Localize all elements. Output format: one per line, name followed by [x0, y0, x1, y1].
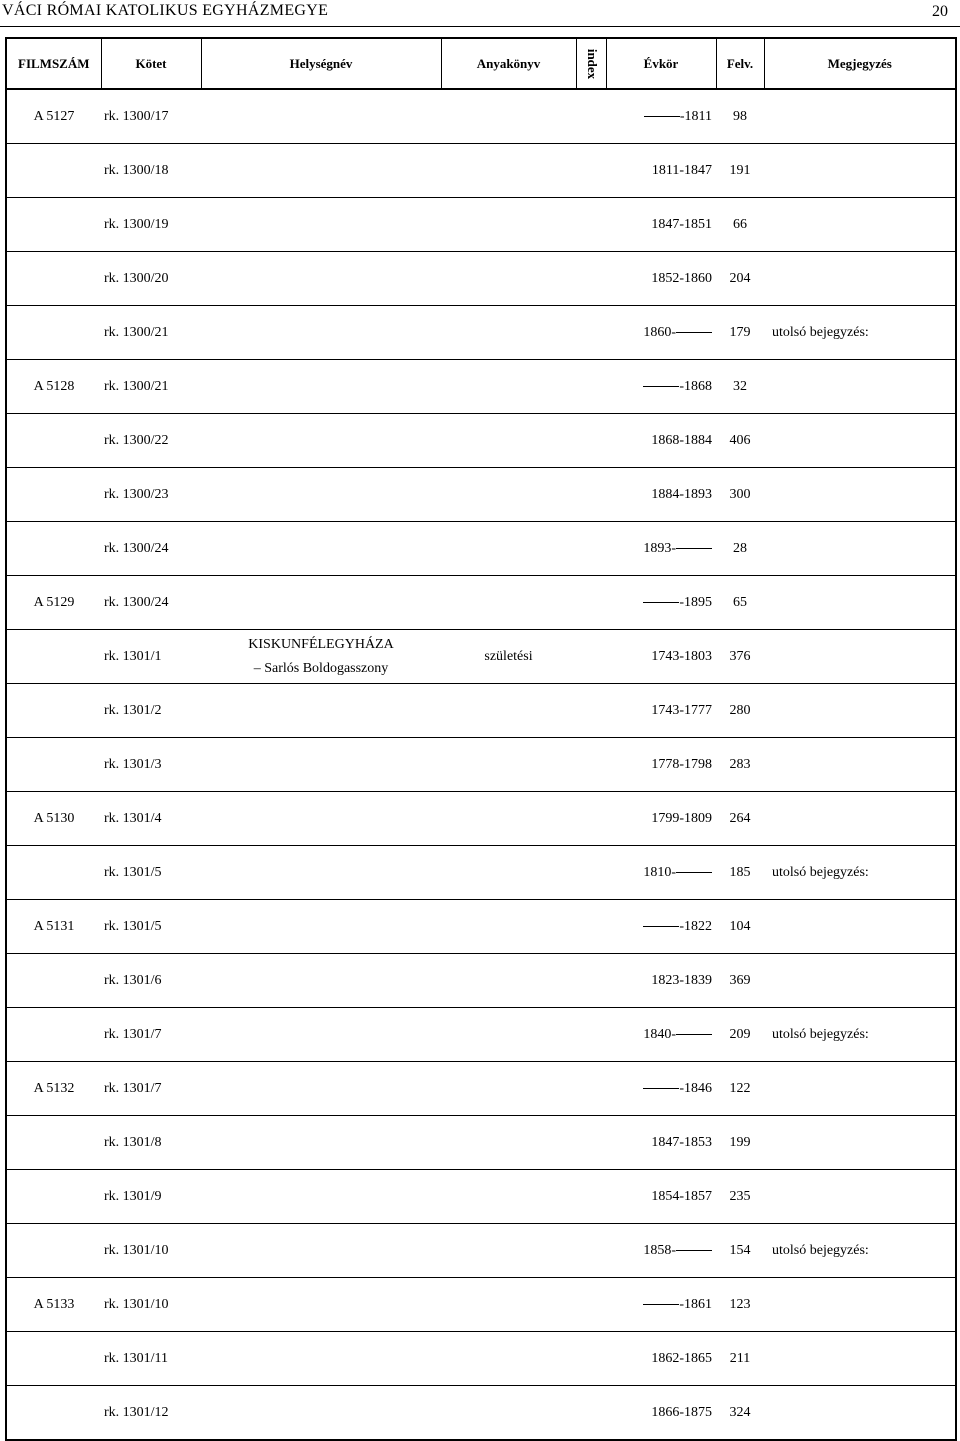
volume: rk. 1301/4: [104, 810, 162, 826]
table-row: [6, 1278, 956, 1332]
table-row: [6, 306, 956, 360]
year-range: [606, 630, 716, 684]
remark: [764, 1116, 956, 1170]
table-row: [6, 1224, 956, 1278]
table-row: [6, 684, 956, 738]
frame-count: 204: [729, 270, 751, 286]
year-start: 1868-1884: [651, 432, 712, 448]
year-range: [606, 1224, 716, 1278]
place-name-empty: [201, 1332, 441, 1386]
remark: [764, 954, 956, 1008]
frame-count: 28: [733, 540, 747, 556]
year-range: [606, 792, 716, 846]
place-name-line2: – Sarlós Boldogasszony: [253, 660, 389, 676]
volume: rk. 1301/7: [104, 1026, 162, 1042]
register-type-empty: [441, 198, 576, 252]
volume: rk. 1301/8: [104, 1134, 162, 1150]
index-cell: [576, 1332, 606, 1386]
film-number: [6, 306, 101, 360]
volume: rk. 1301/3: [104, 756, 162, 772]
year-start: 1862-1865: [651, 1350, 712, 1366]
volume: rk. 1300/24: [104, 540, 169, 556]
col-index: [576, 38, 606, 89]
frame-count: 65: [733, 594, 747, 610]
register-type-empty: [441, 954, 576, 1008]
frame-count: 32: [733, 378, 747, 394]
volume: rk. 1301/6: [104, 972, 162, 988]
film-number: [6, 468, 101, 522]
place-name-empty: [201, 1008, 441, 1062]
film-number: [6, 1170, 101, 1224]
remark: [764, 144, 956, 198]
remark: [764, 1170, 956, 1224]
index-cell: [576, 360, 606, 414]
table-row: [6, 1332, 956, 1386]
year-start: 1847-1853: [651, 1134, 712, 1150]
frame-count: 66: [733, 216, 747, 232]
index-cell: [576, 954, 606, 1008]
frame-count: 179: [729, 324, 751, 340]
film-number: [6, 414, 101, 468]
place-name-empty: [201, 360, 441, 414]
index-cell: [576, 738, 606, 792]
place-name-empty: [201, 306, 441, 360]
register-type-empty: [441, 89, 576, 144]
film-number: [6, 1224, 101, 1278]
place-name-empty: [201, 252, 441, 306]
index-cell: [576, 1224, 606, 1278]
place-name-empty: [201, 900, 441, 954]
volume: rk. 1301/10: [104, 1242, 169, 1258]
frame-count: 280: [729, 702, 751, 718]
remark: [764, 576, 956, 630]
year-start: 1799-1809: [651, 810, 712, 826]
film-number: A 5130: [33, 810, 75, 826]
frame-count: 154: [729, 1242, 751, 1258]
frame-count: 300: [729, 486, 751, 502]
table-row: [6, 198, 956, 252]
year-range: [606, 1332, 716, 1386]
blank-line: [643, 385, 679, 387]
volume: rk. 1301/5: [104, 918, 162, 934]
year-end: -1811: [679, 108, 712, 124]
year-start: 1810-: [643, 864, 676, 880]
frame-count: 376: [729, 648, 751, 664]
register-type-empty: [441, 1170, 576, 1224]
year-range: [606, 846, 716, 900]
year-range: [606, 252, 716, 306]
volume: rk. 1301/11: [104, 1350, 169, 1366]
remark: [764, 792, 956, 846]
year-range: [606, 414, 716, 468]
year-range: [606, 198, 716, 252]
year-range: [606, 738, 716, 792]
frame-count: 211: [729, 1350, 751, 1366]
col-evkor: Évkör: [606, 38, 716, 89]
year-start: 1743-1803: [651, 648, 712, 664]
register-type-empty: [441, 360, 576, 414]
film-number: [6, 738, 101, 792]
index-cell: [576, 900, 606, 954]
table-row: [6, 360, 956, 414]
index-cell: [576, 1386, 606, 1441]
header-row: [6, 38, 956, 89]
table-row: [6, 1170, 956, 1224]
remark: [764, 360, 956, 414]
volume: rk. 1301/9: [104, 1188, 162, 1204]
film-number: [6, 252, 101, 306]
blank-line: [676, 547, 712, 549]
register-body: [6, 89, 956, 1440]
year-start: 1778-1798: [651, 756, 712, 772]
register-type-empty: [441, 1008, 576, 1062]
remark: utolsó bejegyzés:: [772, 1242, 869, 1258]
remark: [764, 738, 956, 792]
frame-count: 185: [729, 864, 751, 880]
film-number: [6, 630, 101, 684]
film-number: A 5128: [33, 378, 75, 394]
register-type-empty: [441, 900, 576, 954]
table-row: [6, 846, 956, 900]
year-range: [606, 954, 716, 1008]
index-cell: [576, 846, 606, 900]
film-number: [6, 846, 101, 900]
register-type-empty: [441, 1116, 576, 1170]
remark: [764, 1386, 956, 1441]
year-end: -1846: [679, 1080, 712, 1096]
film-number: A 5129: [33, 594, 75, 610]
blank-line: [644, 115, 680, 117]
col-index-label: index: [584, 48, 600, 79]
table-row: [6, 576, 956, 630]
volume: rk. 1300/22: [104, 432, 169, 448]
frame-count: 209: [729, 1026, 751, 1042]
index-cell: [576, 414, 606, 468]
header-rule: [0, 26, 960, 27]
place-name-empty: [201, 1224, 441, 1278]
remark: utolsó bejegyzés:: [772, 324, 869, 340]
place-name-empty: [201, 1386, 441, 1441]
col-megjegyzes: Megjegyzés: [764, 38, 956, 89]
place-name-empty: [201, 684, 441, 738]
place-name-empty: [201, 89, 441, 144]
index-cell: [576, 1062, 606, 1116]
volume: rk. 1301/12: [104, 1404, 169, 1420]
remark: [764, 684, 956, 738]
blank-line: [676, 1249, 712, 1251]
film-number: [6, 198, 101, 252]
remark: [764, 89, 956, 144]
place-name-empty: [201, 1278, 441, 1332]
year-end: -1895: [679, 594, 712, 610]
remark: utolsó bejegyzés:: [772, 1026, 869, 1042]
frame-count: 122: [729, 1080, 751, 1096]
col-helysegnev: Helységnév: [201, 38, 441, 89]
year-end: -1861: [679, 1296, 712, 1312]
frame-count: 406: [729, 432, 751, 448]
register-type-empty: [441, 1062, 576, 1116]
film-number: [6, 684, 101, 738]
frame-count: 104: [729, 918, 751, 934]
blank-line: [643, 1087, 679, 1089]
register-type-empty: [441, 1332, 576, 1386]
year-end: -1822: [679, 918, 712, 934]
year-start: 1811-1847: [651, 162, 712, 178]
film-number: A 5127: [33, 108, 75, 124]
year-range: [606, 468, 716, 522]
year-range: [606, 1386, 716, 1441]
place-name-empty: [201, 198, 441, 252]
index-cell: [576, 144, 606, 198]
index-cell: [576, 1116, 606, 1170]
film-number: [6, 954, 101, 1008]
year-start: 1847-1851: [651, 216, 712, 232]
table-row: [6, 630, 956, 684]
index-cell: [576, 468, 606, 522]
register-type-empty: [441, 414, 576, 468]
blank-line: [676, 871, 712, 873]
index-cell: [576, 792, 606, 846]
film-number: A 5133: [33, 1296, 75, 1312]
frame-count: 191: [729, 162, 751, 178]
film-number: A 5132: [33, 1080, 75, 1096]
place-name-empty: [201, 1116, 441, 1170]
volume: rk. 1300/24: [104, 594, 169, 610]
year-range: [606, 684, 716, 738]
register-type-empty: [441, 306, 576, 360]
film-number: [6, 1008, 101, 1062]
frame-count: 98: [733, 108, 747, 124]
year-start: 1884-1893: [651, 486, 712, 502]
year-end: -1868: [679, 378, 712, 394]
year-start: 1866-1875: [651, 1404, 712, 1420]
volume: rk. 1300/23: [104, 486, 169, 502]
blank-line: [676, 331, 712, 333]
place-name-empty: [201, 846, 441, 900]
year-range: [606, 576, 716, 630]
page-header: [0, 0, 960, 30]
register-type-empty: [441, 144, 576, 198]
col-felv: Felv.: [716, 38, 764, 89]
table-row: [6, 1062, 956, 1116]
volume: rk. 1301/1: [104, 648, 162, 664]
remark: [764, 1062, 956, 1116]
film-number: [6, 1116, 101, 1170]
place-name-empty: [201, 1170, 441, 1224]
col-filmszam: FILMSZÁM: [6, 38, 101, 89]
register-type-empty: [441, 522, 576, 576]
index-cell: [576, 1008, 606, 1062]
year-range: [606, 1170, 716, 1224]
register-type-empty: [441, 684, 576, 738]
year-start: 1823-1839: [651, 972, 712, 988]
blank-line: [643, 1303, 679, 1305]
table-row: [6, 522, 956, 576]
register-type-empty: [441, 738, 576, 792]
table-row: [6, 1386, 956, 1441]
index-cell: [576, 522, 606, 576]
blank-line: [643, 925, 679, 927]
volume: rk. 1301/7: [104, 1080, 162, 1096]
register-type-empty: [441, 1224, 576, 1278]
index-cell: [576, 630, 606, 684]
place-name-empty: [201, 792, 441, 846]
register-type-empty: [441, 576, 576, 630]
volume: rk. 1300/19: [104, 216, 169, 232]
remark: [764, 900, 956, 954]
remark: [764, 198, 956, 252]
year-range: [606, 1062, 716, 1116]
register-table: [5, 37, 957, 1441]
film-number: [6, 1332, 101, 1386]
index-cell: [576, 89, 606, 144]
col-anyakonyv: Anyakönyv: [441, 38, 576, 89]
blank-line: [676, 1033, 712, 1035]
frame-count: 264: [729, 810, 751, 826]
place-name: [201, 630, 441, 684]
table-row: [6, 900, 956, 954]
remark: [764, 1278, 956, 1332]
year-range: [606, 1008, 716, 1062]
place-name-empty: [201, 576, 441, 630]
remark: [764, 414, 956, 468]
place-name-line1: KISKUNFÉLEGYHÁZA: [248, 636, 394, 652]
place-name-empty: [201, 1062, 441, 1116]
index-cell: [576, 198, 606, 252]
year-range: [606, 1278, 716, 1332]
film-number: [6, 522, 101, 576]
frame-count: 369: [729, 972, 751, 988]
page-number: 20: [932, 3, 948, 20]
table-row: [6, 89, 956, 144]
register-type-empty: [441, 1278, 576, 1332]
frame-count: 123: [729, 1296, 751, 1312]
place-name-empty: [201, 414, 441, 468]
table-row: [6, 252, 956, 306]
year-start: 1854-1857: [651, 1188, 712, 1204]
volume: rk. 1300/17: [104, 108, 169, 124]
register-type-empty: [441, 252, 576, 306]
frame-count: 283: [729, 756, 751, 772]
diocese-title: VÁCI RÓMAI KATOLIKUS EGYHÁZMEGYE: [2, 2, 329, 19]
remark: [764, 468, 956, 522]
frame-count: 324: [729, 1404, 751, 1420]
col-kotet: Kötet: [101, 38, 201, 89]
index-cell: [576, 576, 606, 630]
year-start: 1840-: [643, 1026, 676, 1042]
register-type-empty: [441, 792, 576, 846]
table-row: [6, 1116, 956, 1170]
place-name-empty: [201, 522, 441, 576]
film-number: [6, 144, 101, 198]
year-range: [606, 144, 716, 198]
register-type: születési: [484, 648, 533, 664]
volume: rk. 1300/20: [104, 270, 169, 286]
place-name-empty: [201, 144, 441, 198]
blank-line: [643, 601, 679, 603]
year-range: [606, 900, 716, 954]
table-row: [6, 414, 956, 468]
volume: rk. 1301/2: [104, 702, 162, 718]
volume: rk. 1300/21: [104, 378, 169, 394]
film-number: A 5131: [33, 918, 75, 934]
year-start: 1893-: [643, 540, 676, 556]
index-cell: [576, 306, 606, 360]
frame-count: 235: [729, 1188, 751, 1204]
table-row: [6, 738, 956, 792]
register-type-empty: [441, 846, 576, 900]
year-start: 1860-: [643, 324, 676, 340]
place-name-empty: [201, 954, 441, 1008]
frame-count: 199: [729, 1134, 751, 1150]
year-start: 1743-1777: [651, 702, 712, 718]
remark: [764, 252, 956, 306]
place-name-empty: [201, 738, 441, 792]
table-row: [6, 468, 956, 522]
year-range: [606, 360, 716, 414]
index-cell: [576, 1278, 606, 1332]
volume: rk. 1301/5: [104, 864, 162, 880]
volume: rk. 1301/10: [104, 1296, 169, 1312]
register-type-empty: [441, 468, 576, 522]
year-start: 1852-1860: [651, 270, 712, 286]
table-row: [6, 954, 956, 1008]
table-row: [6, 1008, 956, 1062]
remark: [764, 522, 956, 576]
year-range: [606, 89, 716, 144]
table-row: [6, 792, 956, 846]
index-cell: [576, 252, 606, 306]
remark: [764, 630, 956, 684]
year-range: [606, 522, 716, 576]
remark: utolsó bejegyzés:: [772, 864, 869, 880]
table-row: [6, 144, 956, 198]
place-name-empty: [201, 468, 441, 522]
year-start: 1858-: [643, 1242, 676, 1258]
year-range: [606, 306, 716, 360]
film-number: [6, 1386, 101, 1441]
remark: [764, 1332, 956, 1386]
index-cell: [576, 684, 606, 738]
volume: rk. 1300/18: [104, 162, 169, 178]
year-range: [606, 1116, 716, 1170]
volume: rk. 1300/21: [104, 324, 169, 340]
index-cell: [576, 1170, 606, 1224]
register-type-empty: [441, 1386, 576, 1441]
